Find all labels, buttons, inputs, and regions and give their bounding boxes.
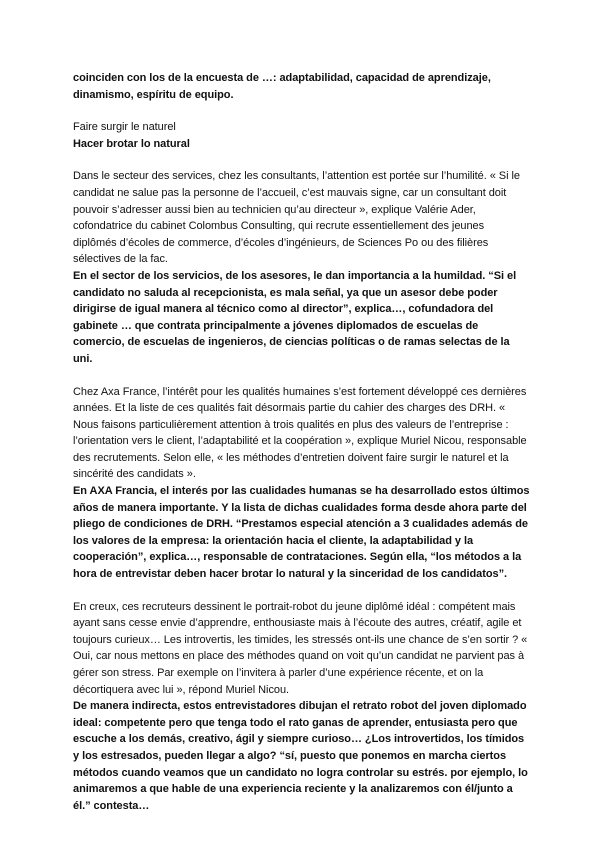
paragraph-1-fr: Dans le secteur des services, chez les consultants, l’attention est portée sur l’humilité. « Si le candidat ne salue pas la personne de l’accueil, c’est mauvais signe, car un consultant doit pouvoir s’adresser aussi bien au technicien qu’au directeur », explique Valérie Ader, cofondatrice du cabinet Colombus Consulting, qui recrute essentiellement des jeunes diplômés d’écoles de commerce, d’écoles d’ingénieurs, de Sciences Po ou des filières sélectives de la fac. (73, 170, 520, 266)
section-heading-fr: Faire surgir le naturel (73, 121, 176, 134)
paragraph-2-fr: Chez Axa France, l’intérêt pour les qualités humaines s’est fortement développé ces dernières années. Et la liste de ces qualités fait désormais partie du cahier des charges des DRH. « Nous faisons particulièrement attention à trois qualités en plus des valeurs de l’entreprise : l’orientation vers le client, l’adaptabilité et la coopération », explique Muriel Nicou, responsable des recrutements. Selon elle, « les méthodes d’entretien doivent faire surgir le naturel et la sincérité des candidats ». (73, 385, 527, 481)
paragraph-1-es: En el sector de los servicios, de los asesores, le dan importancia a la humildad. “Si el candidato no saluda al recepcionista, es mala señal, ya que un asesor debe poder dirigirse de igual manera al técnico como al director”, explica…, cofundadora del gabinete … que contrata principalmente a jóvenes diplomados de escuelas de comercio, de escuelas de ingenieros, de ciencias políticas o de ramas selectas de la uni. (73, 269, 517, 365)
section-heading-es: Hacer brotar lo natural (73, 137, 190, 150)
paragraph-3-fr: En creux, ces recruteurs dessinent le portrait-robot du jeune diplômé idéal : compétent mais ayant sans cesse envie d’apprendre, enthousiaste mais à l’écoute des autres, créatif, agile et toujours curieux… Les introvertis, les timides, les stressés ont-ils une chance de s’en sortir ? « Oui, car nous mettons en place des méthodes quand on voit qu’un candidat ne parvient pas à gérer son stress. Par exemple on l’invitera à parler d’une expérience récente, et on la décortiquera avec lui », répond Muriel Nicou. (73, 600, 528, 696)
paragraph-2-es: En AXA Francia, el interés por las cualidades humanas se ha desarrollado estos últimos años de manera importante. Y la lista de dichas cualidades forma desde ahora parte del pliego de condiciones de DRH. “Prestamos especial atención a 3 cualidades además de los valores de la empresa: la orientación hacia el cliente, la adaptabilidad y la cooperación”, explica…, responsable de contrataciones. Según ella, “los métodos a la hora de entrevistar deben hacer brotar lo natural y la sinceridad de los candidatos”. (73, 485, 530, 581)
paragraph-3-es: De manera indirecta, estos entrevistadores dibujan el retrato robot del joven diplomado ideal: competente pero que tenga todo el rato ganas de aprender, entusiasta pero que escuche a los demás, creativo, ágil y siempre curioso… ¿Los introvertidos, los tímidos y los estresados, pueden llegar a algo? “sí, puesto que ponemos en marcha ciertos métodos cuando veamos que un candidato no logra controlar su estrés. por ejemplo, lo animaremos a que hable de una experiencia reciente y la analizaremos con él/junto a él.” contesta… (73, 700, 528, 812)
intro-paragraph-es: coinciden con los de la encuesta de …: adaptabilidad, capacidad de aprendizaje, dinamismo, espíritu de equipo. (73, 72, 491, 101)
